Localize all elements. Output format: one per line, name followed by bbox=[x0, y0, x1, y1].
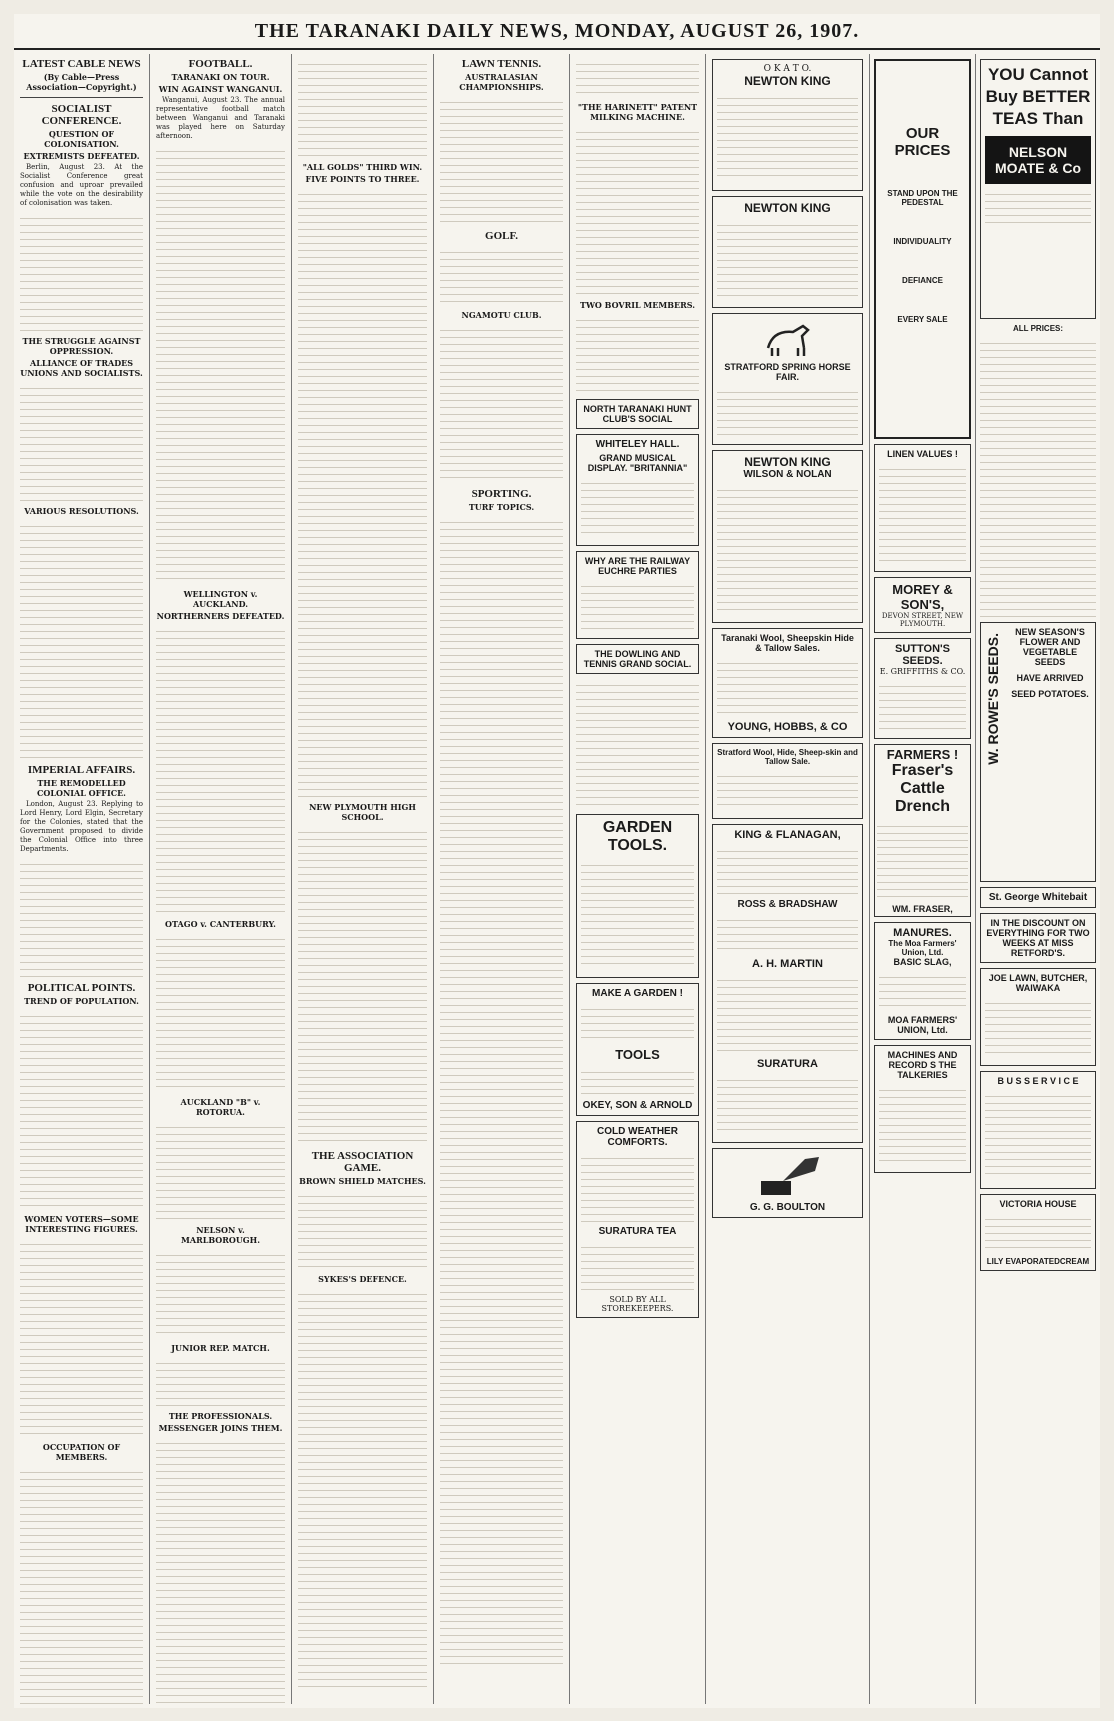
phonograph-illustration-icon bbox=[753, 1153, 823, 1198]
heading: SOCIALIST CONFERENCE. bbox=[41, 103, 122, 127]
subheading: SYKES'S DEFENCE. bbox=[318, 1274, 407, 1284]
subheading: TARANAKI ON TOUR. bbox=[171, 72, 270, 82]
heading: IMPERIAL AFFAIRS. bbox=[27, 764, 136, 776]
advertisement: B U S S E R V I C E bbox=[980, 1071, 1096, 1189]
column-3 bbox=[292, 54, 434, 1704]
subheading: THE PROFESSIONALS. bbox=[168, 1411, 273, 1421]
subheading: THE REMODELLED COLONIAL OFFICE. bbox=[37, 778, 126, 798]
heading: POLITICAL POINTS. bbox=[27, 982, 136, 994]
advertisement: STRATFORD SPRING HORSE FAIR. bbox=[712, 313, 863, 445]
advertisement: O K A T O. NEWTON KING bbox=[712, 59, 863, 191]
subheading: WELLINGTON v. AUCKLAND. bbox=[183, 589, 258, 609]
advertisement: NORTH TARANAKI HUNT CLUB'S SOCIAL bbox=[576, 399, 699, 429]
column-4 bbox=[434, 54, 570, 1704]
tea-advertisement: YOU Cannot Buy BETTER TEAS Than NELSON MOATE & Co bbox=[980, 59, 1096, 319]
heading: THE ASSOCIATION GAME. bbox=[311, 1150, 414, 1174]
subheading: FIVE POINTS TO THREE. bbox=[305, 174, 420, 184]
subheading: VARIOUS RESOLUTIONS. bbox=[24, 506, 139, 516]
advertisement: Stratford Wool, Hide, Sheep-skin and Tallow Sale. bbox=[712, 743, 863, 819]
advertisement: COLD WEATHER COMFORTS. SURATURA TEA SOLD BY ALL STOREKEEPERS. bbox=[576, 1121, 699, 1318]
subheading: AUSTRALASIAN CHAMPIONSHIPS. bbox=[459, 72, 544, 92]
heading: GOLF. bbox=[485, 230, 518, 242]
advertisement: JOE LAWN, BUTCHER, WAIWAKA bbox=[980, 968, 1096, 1066]
newspaper-page bbox=[14, 14, 1100, 1708]
heading: SPORTING. bbox=[471, 488, 532, 500]
subheading: NEW PLYMOUTH HIGH SCHOOL. bbox=[309, 802, 416, 822]
column-8: YOU Cannot Buy BETTER TEAS Than NELSON MOATE & Co ALL PRICES: W. ROWE'S SEEDS. NEW SEASON'S FLOWER AND VEGETABLE SEEDS HAVE ARRIVED SEED POTATOES. St. George Whitebait IN THE DISCOUNT ON EVERYTHING FOR TWO WEEKS AT MISS RETFORD'S. JOE LAWN, BUTCHER, WAIWAKA B U S S E R V I C E VICTORIA HOUSE LILY EVAPORATEDCREAM bbox=[976, 54, 1100, 1704]
subheading: TREND OF POPULATION. bbox=[24, 996, 139, 1006]
column-2 bbox=[150, 54, 292, 1704]
subheading: WIN AGAINST WANGANUI. bbox=[158, 84, 283, 94]
subheading: THE STRUGGLE AGAINST OPPRESSION. bbox=[22, 336, 141, 356]
advertisement: WHY ARE THE RAILWAY EUCHRE PARTIES bbox=[576, 551, 699, 639]
heading: FOOTBALL. bbox=[188, 58, 253, 70]
advertisement: IN THE DISCOUNT ON EVERYTHING FOR TWO WEEKS AT MISS RETFORD'S. bbox=[980, 913, 1096, 963]
article-text: Berlin, August 23. At the Socialist Conference great confusion and uproar prevailed while the vote on the desirability of colonisation was taken. bbox=[20, 163, 143, 207]
subheading: TURF TOPICS. bbox=[468, 502, 535, 512]
horse-illustration-icon bbox=[758, 318, 818, 358]
advertisement: NEWTON KING bbox=[712, 196, 863, 308]
advertisement: MANURES. The Moa Farmers' Union, Ltd. BASIC SLAG, MOA FARMERS' UNION, Ltd. bbox=[874, 922, 971, 1040]
heading: LAWN TENNIS. bbox=[461, 58, 542, 70]
advertisement: LINEN VALUES ! bbox=[874, 444, 971, 572]
column-6 bbox=[706, 54, 870, 1704]
advertisement: SUTTON'S SEEDS. E. GRIFFITHS & CO. bbox=[874, 638, 971, 739]
our-prices-advertisement: OUR PRICES STAND UPON THE PEDESTAL INDIVIDUALITY DEFIANCE EVERY SALE bbox=[874, 59, 971, 439]
advertisement: THE DOWLING AND TENNIS GRAND SOCIAL. bbox=[576, 644, 699, 674]
advertisement: KING & FLANAGAN, ROSS & BRADSHAW A. H. MARTIN SURATURA bbox=[712, 824, 863, 1143]
subheading: EXTREMISTS DEFEATED. bbox=[23, 151, 140, 161]
advertisement: MOREY & SON'S, DEVON STREET, NEW PLYMOUTH. bbox=[874, 577, 971, 633]
column-1 bbox=[14, 54, 150, 1704]
advertisement: VICTORIA HOUSE LILY EVAPORATEDCREAM bbox=[980, 1194, 1096, 1271]
advertisement: NEWTON KING WILSON & NOLAN bbox=[712, 450, 863, 623]
advertisement: GARDEN TOOLS. bbox=[576, 814, 699, 978]
subheading: (By Cable—Press Association—Copyright.) bbox=[26, 72, 137, 92]
subheading: BROWN SHIELD MATCHES. bbox=[299, 1176, 426, 1186]
advertisement: FARMERS ! Fraser's Cattle Drench WM. FRASER, bbox=[874, 744, 971, 917]
subheading: WOMEN VOTERS—SOME INTERESTING FIGURES. bbox=[24, 1214, 139, 1234]
heading: LATEST CABLE NEWS bbox=[22, 58, 141, 70]
rowe-seeds-advertisement: W. ROWE'S SEEDS. NEW SEASON'S FLOWER AND VEGETABLE SEEDS HAVE ARRIVED SEED POTATOES. bbox=[980, 622, 1096, 882]
subheading: NGAMOTU CLUB. bbox=[461, 310, 542, 320]
subheading: "THE HARINETT" PATENT MILKING MACHINE. bbox=[577, 102, 698, 122]
masthead-title: THE TARANAKI DAILY NEWS, MONDAY, AUGUST 26, 1907. bbox=[254, 20, 860, 42]
subheading: "ALL GOLDS" THIRD WIN. bbox=[302, 162, 423, 172]
article-text: Wanganui, August 23. The annual representative football match between Wanganui and Taranaki was played here on Saturday afternoon. bbox=[156, 96, 285, 140]
subheading: TWO BOVRIL MEMBERS. bbox=[579, 300, 696, 310]
column-7 bbox=[870, 54, 976, 1704]
advertisement: WHITELEY HALL. GRAND MUSICAL DISPLAY. "BRITANNIA" bbox=[576, 434, 699, 546]
column-5 bbox=[570, 54, 706, 1704]
subheading: NELSON v. MARLBOROUGH. bbox=[181, 1225, 260, 1245]
advertisement: MACHINES AND RECORD S THE TALKERIES bbox=[874, 1045, 971, 1173]
advertisement: MAKE A GARDEN ! TOOLS OKEY, SON & ARNOLD bbox=[576, 983, 699, 1116]
advertisement: G. G. BOULTON bbox=[712, 1148, 863, 1218]
masthead bbox=[14, 14, 1100, 50]
subheading: MESSENGER JOINS THEM. bbox=[158, 1423, 283, 1433]
subheading: AUCKLAND "B" v. ROTORUA. bbox=[180, 1097, 261, 1117]
subheading: QUESTION OF COLONISATION. bbox=[44, 129, 119, 149]
subheading: OTAGO v. CANTERBURY. bbox=[165, 919, 276, 929]
advertisement: Taranaki Wool, Sheepskin Hide & Tallow Sales. YOUNG, HOBBS, & CO bbox=[712, 628, 863, 738]
article-text: London, August 23. Replying to Lord Henry, Lord Elgin, Secretary for the Colonies, stated that the Government proposed to divide the Colonial Office into three Departments. bbox=[20, 800, 143, 853]
subheading: JUNIOR REP. MATCH. bbox=[171, 1343, 270, 1353]
subheading: OCCUPATION OF MEMBERS. bbox=[42, 1442, 121, 1462]
subheading: NORTHERNERS DEFEATED. bbox=[156, 611, 285, 621]
advertisement: St. George Whitebait bbox=[980, 887, 1096, 908]
subheading: ALLIANCE OF TRADES UNIONS AND SOCIALISTS. bbox=[20, 358, 143, 378]
